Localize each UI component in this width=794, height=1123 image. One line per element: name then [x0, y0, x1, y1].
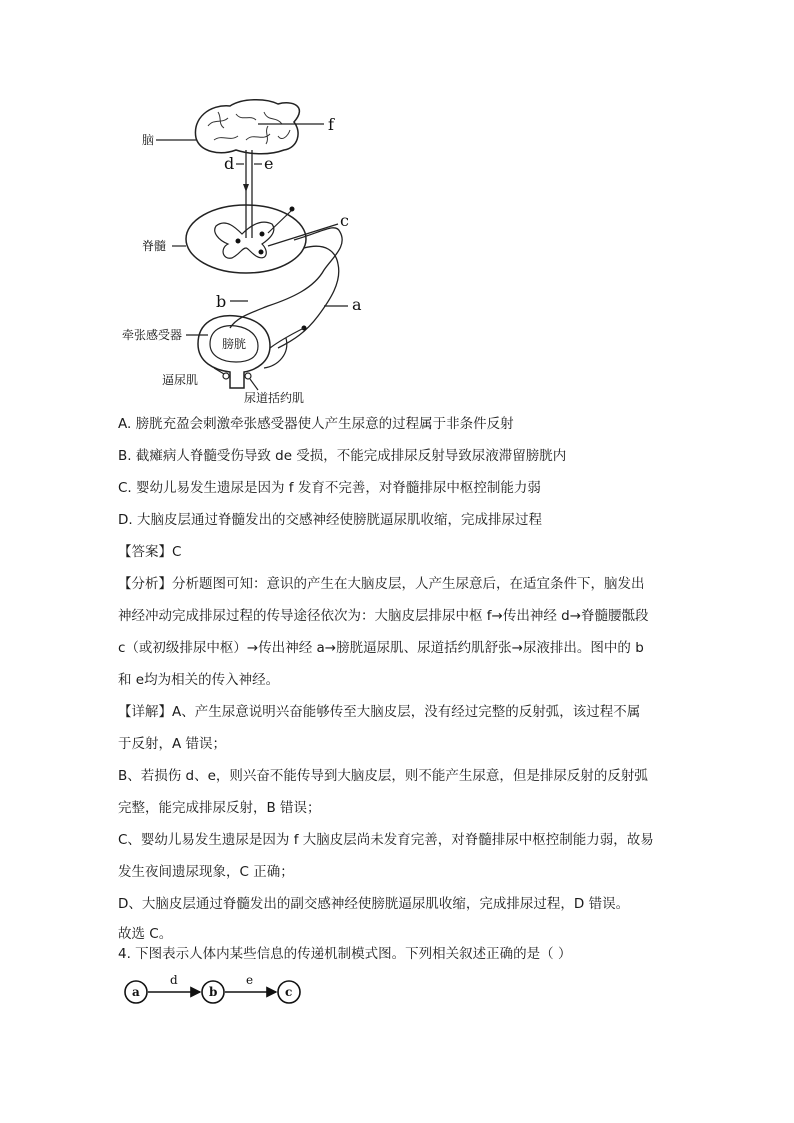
- brain-label: 脑: [142, 133, 155, 147]
- edge-d-label: d: [170, 973, 178, 987]
- sphincter-label: 尿道括约肌: [244, 391, 305, 405]
- edge-e-label: e: [246, 973, 254, 987]
- spinal-cord-label: 脊髓: [142, 239, 167, 253]
- option-a: A. 膀胱充盈会刺激牵张感受器使人产生尿意的过程属于非条件反射: [118, 416, 514, 432]
- label-f: f: [328, 115, 334, 134]
- bladder-shape: [198, 316, 270, 388]
- reflex-arc-figure: [118, 96, 418, 408]
- label-e: e: [264, 154, 274, 173]
- analysis-line-2: 神经冲动完成排尿过程的传导途径依次为：大脑皮层排尿中枢 f→传出神经 d→脊髓腰骶段: [118, 608, 649, 624]
- brain-shape: [195, 100, 299, 154]
- signal-chain-diagram: [118, 968, 318, 1008]
- detail-line-7: D、大脑皮层通过脊髓发出的副交感神经使膀胱逼尿肌收缩，完成排尿过程，D 错误。: [118, 896, 630, 912]
- label-b: b: [216, 292, 227, 311]
- option-c: C. 婴幼儿易发生遗尿是因为 f 发育不完善，对脊髓排尿中枢控制能力弱: [118, 480, 541, 496]
- bladder-label: 膀胱: [222, 337, 247, 351]
- analysis-line-3: c（或初级排尿中枢）→传出神经 a→膀胱逼尿肌、尿道括约肌舒张→尿液排出。图中的 b: [118, 640, 644, 656]
- detrusor-label: 逼尿肌: [162, 373, 199, 387]
- detail-line-3: B、若损伤 d、e，则兴奋不能传导到大脑皮层，则不能产生尿意，但是排尿反射的反射弧: [118, 768, 648, 784]
- reflex-arc-svg: [118, 96, 418, 408]
- node-a-label: a: [132, 985, 140, 999]
- stretch-receptor-label: 牵张感受器: [122, 328, 183, 342]
- detail-line-5: C、婴幼儿易发生遗尿是因为 f 大脑皮层尚未发育完善，对脊髓排尿中枢控制能力弱，故易: [118, 832, 654, 848]
- option-b: B. 截瘫病人脊髓受伤导致 de 受损，不能完成排尿反射导致尿液滞留膀胱内: [118, 448, 567, 464]
- detail-line-1: 【详解】A、产生尿意说明兴奋能够传至大脑皮层，没有经过完整的反射弧，该过程不属: [118, 704, 641, 720]
- analysis-line-1: 【分析】分析题图可知：意识的产生在大脑皮层，人产生尿意后，在适宜条件下，脑发出: [118, 576, 645, 592]
- label-a: a: [352, 295, 362, 314]
- detail-line-8: 故选 C。: [118, 926, 173, 942]
- detail-line-2: 于反射，A 错误；: [118, 736, 227, 752]
- label-c: c: [340, 211, 349, 230]
- question-4: 4. 下图表示人体内某些信息的传递机制模式图。下列相关叙述正确的是（ ）: [118, 946, 572, 962]
- answer-line: 【答案】C: [118, 544, 182, 560]
- detail-line-6: 发生夜间遗尿现象，C 正确；: [118, 864, 294, 880]
- label-d: d: [224, 154, 235, 173]
- detail-line-4: 完整，能完成排尿反射，B 错误；: [118, 800, 321, 816]
- signal-chain-svg: [118, 968, 318, 1008]
- node-c-label: c: [285, 985, 293, 999]
- node-b-label: b: [209, 985, 218, 999]
- analysis-line-4: 和 e均为相关的传入神经。: [118, 672, 280, 688]
- option-d: D. 大脑皮层通过脊髓发出的交感神经使膀胱逼尿肌收缩，完成排尿过程: [118, 512, 542, 528]
